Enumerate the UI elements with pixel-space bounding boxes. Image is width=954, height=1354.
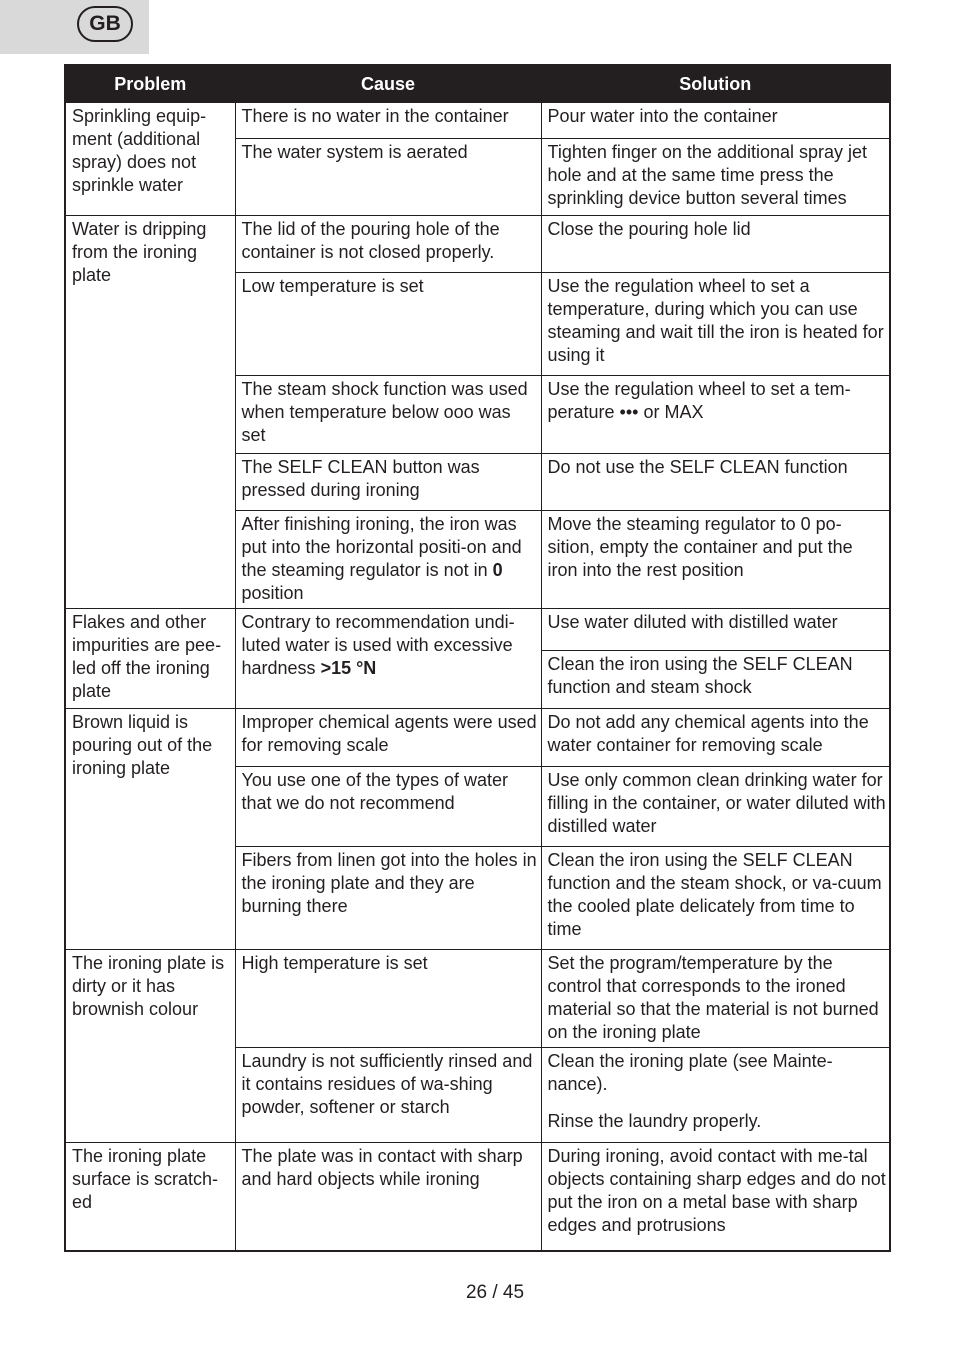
table-row	[65, 103, 890, 139]
table-row	[65, 950, 890, 1048]
solution-cell: Close the pouring hole lid	[541, 216, 890, 273]
problem-cell: The ironing plate is dirty or it has brownish colour	[65, 950, 235, 1143]
cause-cell: Low temperature is set	[235, 273, 541, 376]
solution-cell: Do not use the SELF CLEAN function	[541, 454, 890, 511]
table-row	[65, 1143, 890, 1251]
page-number: 26 / 45	[465, 1282, 525, 1303]
solution-cell: Clean the iron using the SELF CLEAN function and the steam shock, or va-cuum the cooled plate delicately from time to time	[541, 847, 890, 950]
cause-cell: The water system is aerated	[235, 139, 541, 216]
cause-cell: High temperature is set	[235, 950, 541, 1048]
solution-cell: Do not add any chemical agents into the water container for removing scale	[541, 709, 890, 767]
problem-cell: The ironing plate surface is scratch-ed	[65, 1143, 235, 1251]
solution-cell: Set the program/temperature by the control that corresponds to the ironed material so that the material is not burned on the ironing plate	[541, 950, 890, 1048]
cause-cell: Fibers from linen got into the holes in the ironing plate and they are burning there	[235, 847, 541, 950]
cause-cell: You use one of the types of water that we do not recommend	[235, 767, 541, 847]
solution-cell: Use the regulation wheel to set a temperature, during which you can use steaming and wait till the iron is heated for using it	[541, 273, 890, 376]
solution-cell	[541, 1048, 890, 1143]
troubleshooting-table	[64, 64, 891, 1252]
column-header-cause: Cause	[235, 65, 541, 103]
language-badge: GB	[77, 6, 133, 42]
solution-paragraph: Clean the ironing plate (see Mainte-nance).	[547, 1051, 833, 1094]
solution-cell: Use only common clean drinking water for filling in the container, or water diluted with distilled water	[541, 767, 890, 847]
cause-text: After finishing ironing, the iron was put into the horizontal positi-on and the steaming regulator is not in	[241, 514, 522, 580]
column-header-problem: Problem	[65, 65, 235, 103]
cause-text: Contrary to recommendation undi-luted water is used with excessive hardness	[241, 612, 515, 678]
table-header-row	[65, 65, 890, 103]
cause-text: position	[241, 583, 304, 603]
problem-cell: Flakes and other impurities are pee-led off the ironing plate	[65, 609, 235, 709]
cause-cell: Laundry is not sufficiently rinsed and it contains residues of wa-shing powder, softener or starch	[235, 1048, 541, 1143]
table-row	[65, 216, 890, 273]
solution-cell: Move the steaming regulator to 0 po-sition, empty the container and put the iron into the rest position	[541, 511, 890, 609]
cause-cell	[235, 609, 541, 709]
cause-cell: The steam shock function was used when temperature below ooo was set	[235, 376, 541, 454]
problem-cell: Sprinkling equip-ment (additional spray) does not sprinkle water	[65, 103, 235, 216]
cause-cell: The plate was in contact with sharp and hard objects while ironing	[235, 1143, 541, 1251]
problem-cell: Water is dripping from the ironing plate	[65, 216, 235, 609]
column-header-solution: Solution	[541, 65, 890, 103]
table-row	[65, 609, 890, 651]
cause-emphasis: >15 °N	[320, 658, 377, 678]
problem-cell: Brown liquid is pouring out of the ironing plate	[65, 709, 235, 950]
solution-cell: Clean the iron using the SELF CLEAN function and steam shock	[541, 651, 890, 709]
language-tab	[0, 0, 149, 54]
solution-cell: Use the regulation wheel to set a tem-perature ••• or MAX	[541, 376, 890, 454]
solution-cell: Tighten finger on the additional spray jet hole and at the same time press the sprinkling device button several times	[541, 139, 890, 216]
table-row	[65, 709, 890, 767]
solution-cell: Use water diluted with distilled water	[541, 609, 890, 651]
cause-cell	[235, 511, 541, 609]
cause-emphasis: 0	[492, 560, 503, 580]
cause-cell: There is no water in the container	[235, 103, 541, 139]
solution-cell: During ironing, avoid contact with me-tal objects containing sharp edges and do not put the iron on a metal base with sharp edges and protrusions	[541, 1143, 890, 1251]
cause-cell: The lid of the pouring hole of the container is not closed properly.	[235, 216, 541, 273]
cause-cell: The SELF CLEAN button was pressed during ironing	[235, 454, 541, 511]
cause-cell: Improper chemical agents were used for removing scale	[235, 709, 541, 767]
solution-cell: Pour water into the container	[541, 103, 890, 139]
solution-paragraph: Rinse the laundry properly.	[547, 1111, 762, 1131]
